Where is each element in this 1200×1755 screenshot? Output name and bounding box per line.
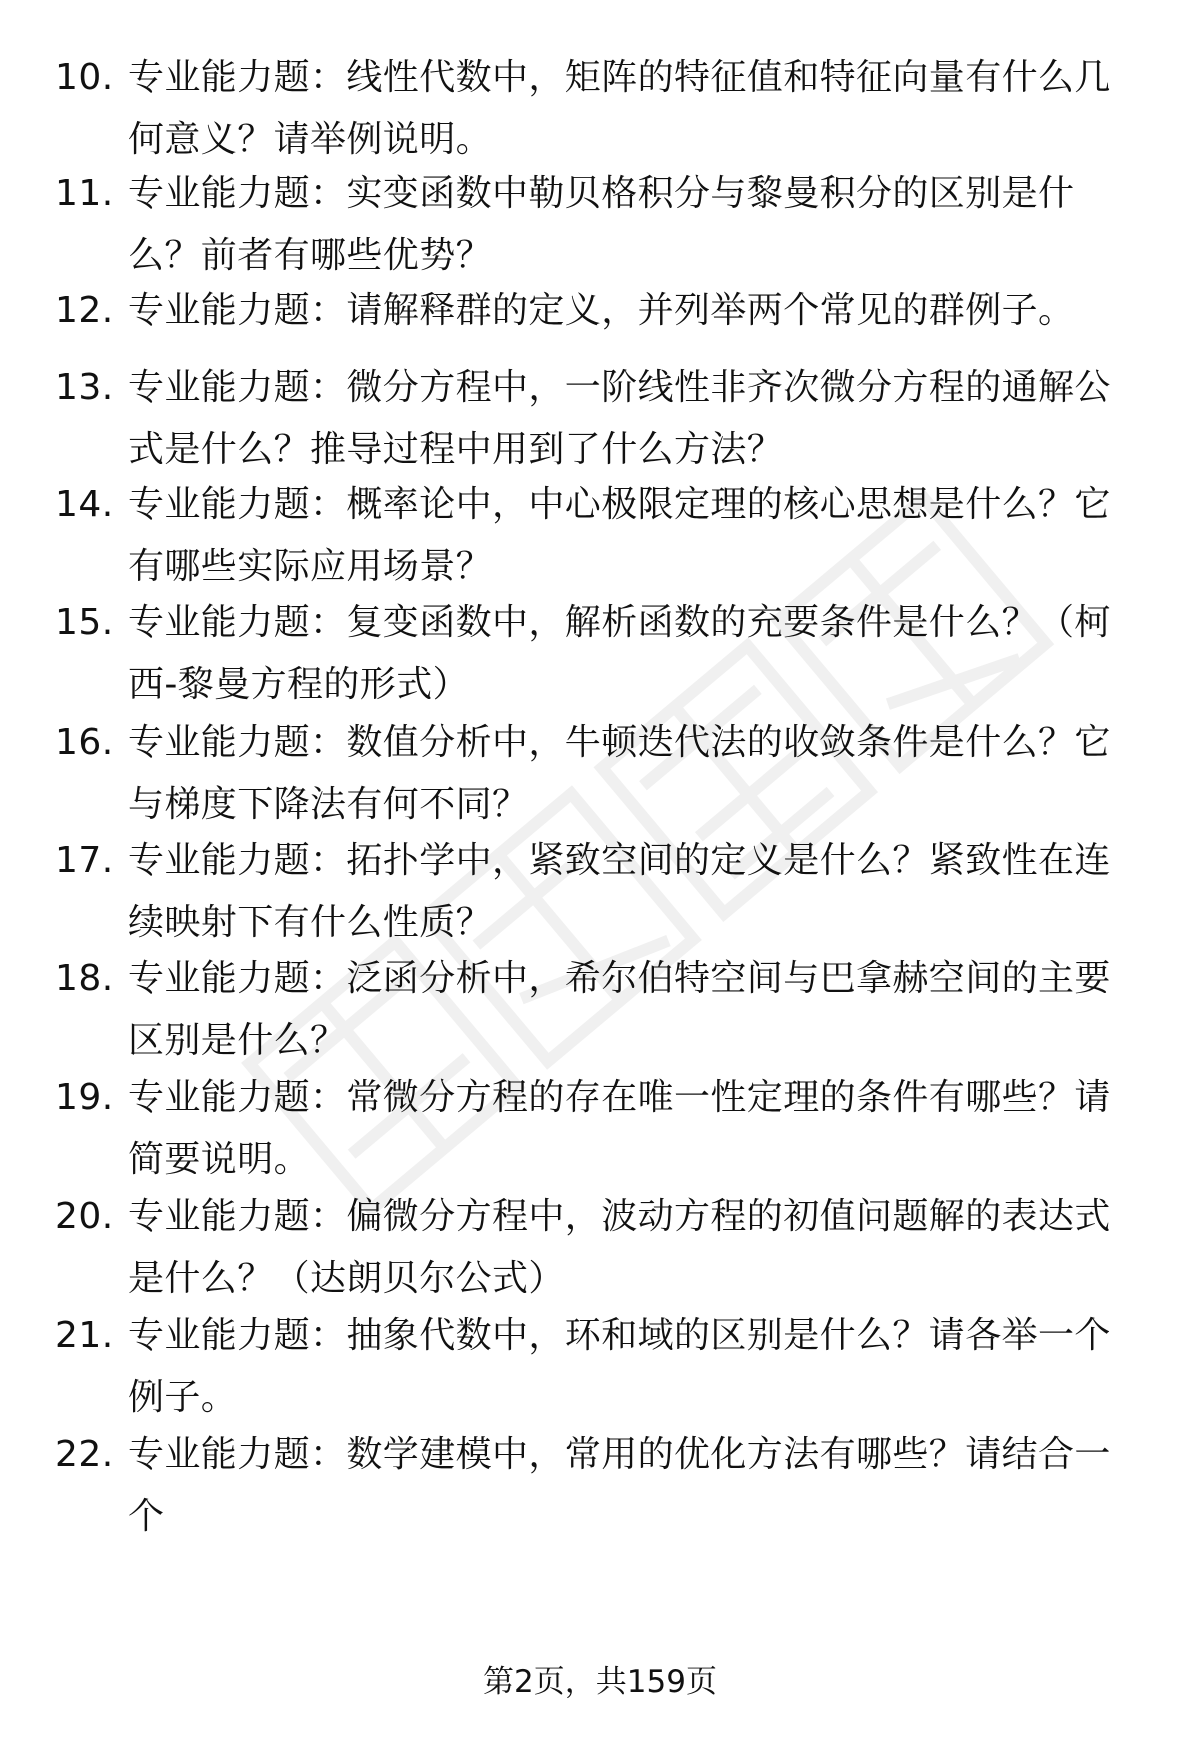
question-number: 13. — [55, 367, 114, 408]
question-number: 10. — [55, 57, 114, 98]
question-text: 专业能力题：数值分析中，牛顿迭代法的收敛条件是什么？它与梯度下降法有何不同？ — [128, 722, 1111, 825]
question-item — [0, 357, 1200, 477]
question-item — [0, 830, 1200, 950]
question-text: 专业能力题：常微分方程的存在唯一性定理的条件有哪些？请简要说明。 — [128, 1077, 1111, 1180]
question-number: 18. — [55, 958, 114, 999]
question-item — [0, 712, 1200, 832]
question-number: 21. — [55, 1315, 114, 1356]
question-item — [0, 474, 1200, 594]
question-item — [0, 592, 1200, 712]
page-footer: 第2页，共159页 — [483, 1664, 717, 1700]
question-number: 15. — [55, 602, 114, 643]
question-text: 专业能力题：概率论中，中心极限定理的核心思想是什么？它有哪些实际应用场景？ — [128, 484, 1111, 587]
question-item — [0, 1305, 1200, 1425]
question-text: 专业能力题：偏微分方程中，波动方程的初值问题解的表达式是什么？（达朗贝尔公式） — [128, 1196, 1111, 1299]
question-number: 12. — [55, 290, 114, 331]
question-text: 专业能力题：线性代数中，矩阵的特征值和特征向量有什么几何意义？请举例说明。 — [128, 57, 1111, 160]
question-item — [0, 1067, 1200, 1187]
question-number: 14. — [55, 484, 114, 525]
question-number: 17. — [55, 840, 114, 881]
question-item — [0, 948, 1200, 1068]
question-text: 专业能力题：请解释群的定义，并列举两个常见的群例子。 — [128, 290, 1075, 331]
question-text: 专业能力题：拓扑学中，紧致空间的定义是什么？紧致性在连续映射下有什么性质？ — [128, 840, 1111, 943]
question-text: 专业能力题：复变函数中，解析函数的充要条件是什么？（柯西-黎曼方程的形式） — [128, 602, 1111, 705]
question-number: 19. — [55, 1077, 114, 1118]
question-number: 16. — [55, 722, 114, 763]
question-item — [0, 163, 1200, 283]
question-text: 专业能力题：数学建模中，常用的优化方法有哪些？请结合一个 — [128, 1434, 1111, 1537]
question-number: 11. — [55, 173, 114, 214]
question-text: 专业能力题：微分方程中，一阶线性非齐次微分方程的通解公式是什么？推导过程中用到了什么方法？ — [128, 367, 1111, 470]
question-number: 22. — [55, 1434, 114, 1475]
question-item — [0, 47, 1200, 167]
question-text: 专业能力题：抽象代数中，环和域的区别是什么？请各举一个例子。 — [128, 1315, 1111, 1418]
question-number: 20. — [55, 1196, 114, 1237]
question-item — [0, 1424, 1200, 1544]
question-text: 专业能力题：泛函分析中，希尔伯特空间与巴拿赫空间的主要区别是什么？ — [128, 958, 1111, 1061]
question-item — [0, 1186, 1200, 1306]
question-text: 专业能力题：实变函数中勒贝格积分与黎曼积分的区别是什么？前者有哪些优势？ — [128, 173, 1075, 276]
